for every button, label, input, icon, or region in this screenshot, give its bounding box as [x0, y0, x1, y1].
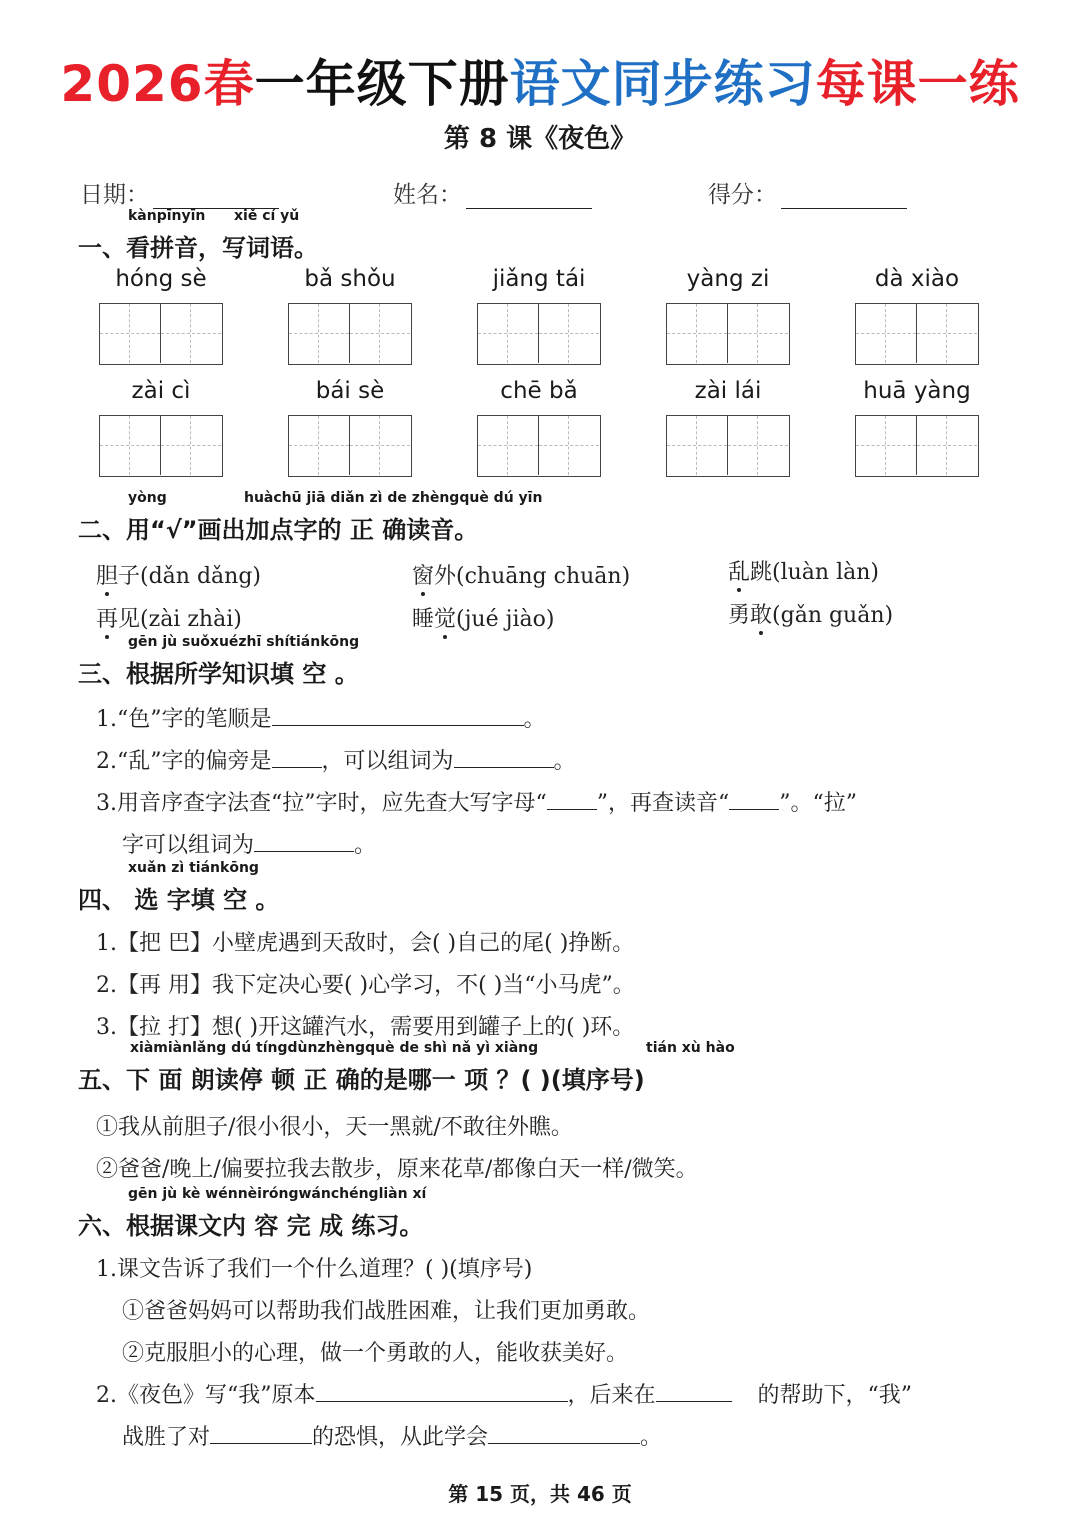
- choice-question[interactable]: 1.课文告诉了我们一个什么道理？( )(填序号): [96, 1257, 533, 1282]
- choice-question[interactable]: 1.【把 巴】小壁虎遇到天敌时，会( )自己的尾( )挣断。: [96, 931, 635, 956]
- reading-choice[interactable]: 再见(zài zhài): [96, 602, 242, 633]
- option-text: ②克服胆小的心理，做一个勇敢的人，能收获美好。: [122, 1341, 629, 1366]
- fill-question: 2.“乱”字的偏旁是 ，可以组词为 。: [96, 744, 576, 775]
- writing-grid[interactable]: [288, 415, 412, 477]
- reading-choice[interactable]: 勇敢(gǎn guǎn): [728, 598, 893, 629]
- writing-grid[interactable]: [666, 303, 790, 365]
- writing-grid[interactable]: [855, 303, 979, 365]
- option-text: ①爸爸妈妈可以帮助我们战胜困难，让我们更加勇敢。: [122, 1299, 651, 1324]
- fill-question: 3.用音序查字法查“拉”字时，应先查大写字母“ ”，再查读音“ ”。“拉”: [96, 786, 857, 817]
- section-3-heading: gēn jù suǒxuézhī shítiánkōng 三、根据所学知识填 空 。: [78, 634, 360, 688]
- section-1-heading: kànpīnyīn xiě cí yǔ 一、看拼音，写词语。: [78, 208, 318, 262]
- writing-grid[interactable]: [288, 303, 412, 365]
- pinyin-label: yàng zi: [686, 266, 770, 292]
- answer-blank[interactable]: [488, 1421, 640, 1444]
- option-text: ②爸爸/晚上/偏要拉我去散步，原来花草/都像白天一样/微笑。: [96, 1157, 698, 1182]
- answer-blank[interactable]: [454, 745, 554, 768]
- answer-blank[interactable]: [316, 1379, 568, 1402]
- pinyin-label: hóng sè: [115, 266, 207, 292]
- section-6-heading: gēn jù kè wénnèiróngwánchéngliàn xí 六、根据课文内 容 完 成 练习。: [78, 1186, 427, 1240]
- date-field[interactable]: 日期：: [80, 176, 279, 209]
- answer-blank[interactable]: [210, 1421, 312, 1444]
- pinyin-label: huā yàng: [863, 378, 971, 404]
- name-blank[interactable]: [466, 184, 592, 209]
- name-field[interactable]: 姓名：: [393, 176, 592, 209]
- writing-grid[interactable]: [99, 303, 223, 365]
- writing-grid[interactable]: [666, 415, 790, 477]
- answer-blank[interactable]: [254, 829, 354, 852]
- answer-blank[interactable]: [729, 787, 779, 810]
- page-footer: 第 15 页，共 46 页: [448, 1482, 632, 1506]
- answer-blank[interactable]: [656, 1379, 732, 1402]
- reading-choice[interactable]: 胆子(dǎn dǎng): [96, 559, 261, 590]
- fill-question: 战胜了对 的恐惧，从此学会 。: [122, 1420, 662, 1451]
- reading-choice[interactable]: 乱跳(luàn làn): [728, 555, 879, 586]
- section-2-heading: yòng huàchū jiā diǎn zì de zhèngquè dú yīn 二、用“√”画出加点字的 正 确读音。: [78, 490, 543, 544]
- fill-question: 1.“色”字的笔顺是 。: [96, 702, 546, 733]
- writing-grid[interactable]: [855, 415, 979, 477]
- reading-choice[interactable]: 睡觉(jué jiào): [412, 602, 554, 633]
- pinyin-label: dà xiào: [874, 266, 960, 292]
- pinyin-label: zài lái: [694, 378, 762, 404]
- pinyin-label: bǎ shǒu: [304, 266, 396, 292]
- lesson-title: 第 8 课《夜色》: [443, 124, 637, 154]
- writing-grid[interactable]: [477, 415, 601, 477]
- score-field[interactable]: 得分：: [708, 176, 907, 209]
- date-blank[interactable]: [153, 184, 279, 209]
- pinyin-label: jiǎng tái: [492, 266, 586, 292]
- fill-question: 2.《夜色》写“我”原本 ，后来在 的帮助下，“我”: [96, 1378, 912, 1409]
- pinyin-label: bái sè: [315, 378, 385, 404]
- fill-question: 字可以组词为 。: [122, 828, 376, 859]
- section-4-heading: xuǎn zì tiánkōng 四、 选 字填 空 。: [78, 860, 280, 914]
- pinyin-label: chē bǎ: [500, 378, 578, 404]
- answer-blank[interactable]: [547, 787, 597, 810]
- score-blank[interactable]: [781, 184, 907, 209]
- writing-grid[interactable]: [99, 415, 223, 477]
- writing-grid[interactable]: [477, 303, 601, 365]
- option-text: ①我从前胆子/很小很小，天一黑就/不敢往外瞧。: [96, 1115, 573, 1140]
- section-5-heading: xiàmiànlǎng dú tíngdùnzhèngquè de shì nǎ yì xiàng tián xù hào 五、下 面 朗读停 顿 正 确的是哪一 项 ？( )(填序号): [78, 1040, 735, 1094]
- answer-blank[interactable]: [272, 745, 322, 768]
- page-title: 2026春一年级下册语文同步练习每课一练: [60, 55, 1020, 113]
- pinyin-label: zài cì: [131, 378, 191, 404]
- reading-choice[interactable]: 窗外(chuāng chuān): [412, 559, 630, 590]
- answer-blank[interactable]: [272, 703, 524, 726]
- choice-question[interactable]: 3.【拉 打】想( )开这罐汽水，需要用到罐子上的( )环。: [96, 1015, 635, 1040]
- choice-question[interactable]: 2.【再 用】我下定决心要( )心学习，不( )当“小马虎”。: [96, 973, 635, 998]
